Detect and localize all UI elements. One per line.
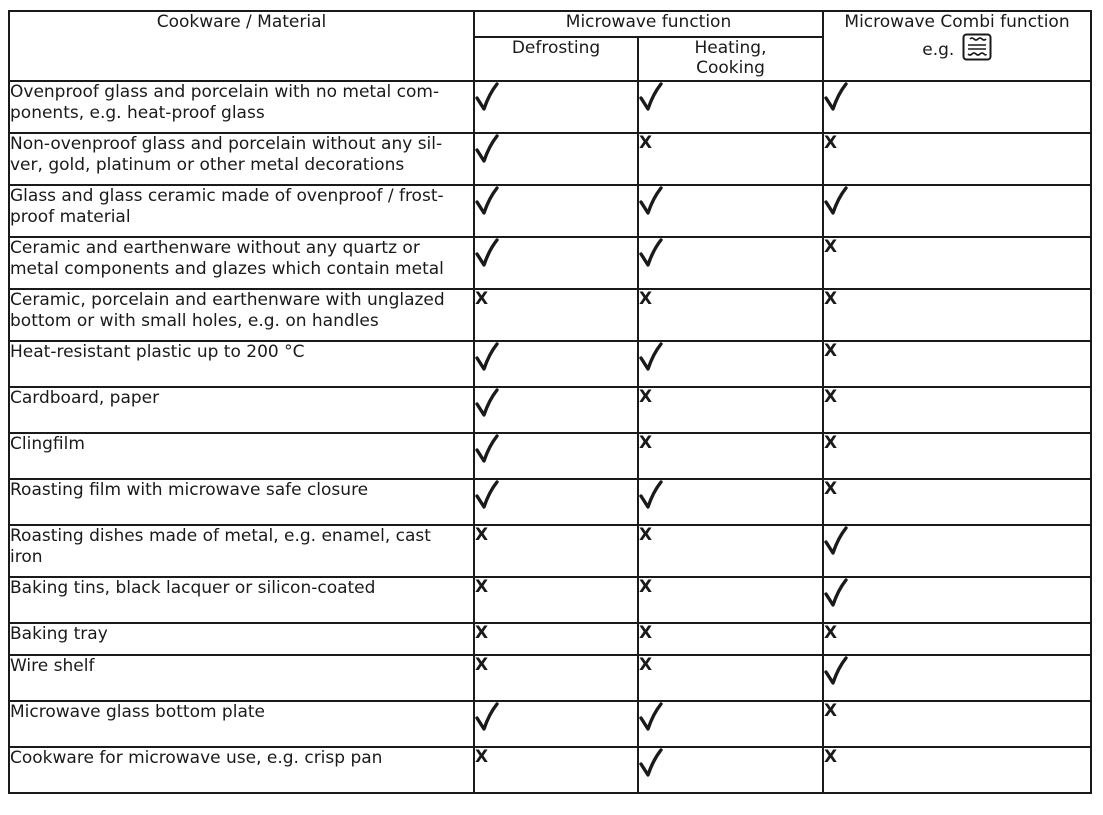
table-row xyxy=(9,623,1091,655)
material-cell xyxy=(9,289,474,341)
heat-cell xyxy=(638,747,823,793)
checkmark-icon xyxy=(824,186,1090,216)
material-text: Glass and glass ceramic made of ovenproof / frost- xyxy=(10,186,444,206)
cross-mark: X xyxy=(824,623,838,643)
material-cell xyxy=(9,133,474,185)
checkmark-icon xyxy=(475,134,637,164)
table-row xyxy=(9,701,1091,747)
material-text: metal components and glazes which contain metal xyxy=(10,259,444,279)
combi-cell xyxy=(823,655,1091,701)
material-text: Baking tins, black lacquer or silicon-coated xyxy=(10,578,376,598)
table-row xyxy=(9,525,1091,577)
material-cell xyxy=(9,387,474,433)
material-text: Roasting dishes made of metal, e.g. enamel, cast xyxy=(10,526,431,546)
checkmark-icon xyxy=(639,748,822,778)
checkmark-icon xyxy=(475,702,637,732)
defrost-cell xyxy=(474,289,638,341)
material-text: Heat-resistant plastic up to 200 °C xyxy=(10,342,305,362)
material-text: ponents, e.g. heat-proof glass xyxy=(10,103,265,123)
cross-mark: X xyxy=(639,433,653,453)
material-text: Microwave glass bottom plate xyxy=(10,702,265,722)
combi-cell xyxy=(823,387,1091,433)
checkmark-icon xyxy=(824,578,1090,608)
combi-cell xyxy=(823,289,1091,341)
combi-cell xyxy=(823,133,1091,185)
heat-cell xyxy=(638,237,823,289)
cross-mark: X xyxy=(475,289,489,309)
table-row xyxy=(9,387,1091,433)
heat-cell xyxy=(638,623,823,655)
checkmark-icon xyxy=(824,82,1090,112)
table-row xyxy=(9,341,1091,387)
cross-mark: X xyxy=(824,747,838,767)
checkmark-icon xyxy=(475,186,637,216)
cross-mark: X xyxy=(639,289,653,309)
combi-cell xyxy=(823,81,1091,133)
combi-cell xyxy=(823,237,1091,289)
cross-mark: X xyxy=(475,525,489,545)
material-cell xyxy=(9,81,474,133)
material-text: Clingfilm xyxy=(10,434,85,454)
heat-cell xyxy=(638,387,823,433)
heat-cell xyxy=(638,577,823,623)
material-text: proof material xyxy=(10,207,131,227)
table-row xyxy=(9,479,1091,525)
defrost-cell xyxy=(474,623,638,655)
heat-cell xyxy=(638,289,823,341)
defrost-cell xyxy=(474,237,638,289)
defrost-cell xyxy=(474,433,638,479)
defrost-cell xyxy=(474,525,638,577)
cross-mark: X xyxy=(475,747,489,767)
microwave-grill-icon xyxy=(962,33,992,66)
table-row xyxy=(9,133,1091,185)
table-row xyxy=(9,81,1091,133)
material-text: Non-ovenproof glass and porcelain without any sil- xyxy=(10,134,443,154)
header-heating-cooking xyxy=(638,37,823,81)
defrost-cell xyxy=(474,133,638,185)
material-cell xyxy=(9,747,474,793)
heat-cell xyxy=(638,341,823,387)
material-text: Cardboard, paper xyxy=(10,388,160,408)
material-cell xyxy=(9,433,474,479)
checkmark-icon xyxy=(824,656,1090,686)
combi-cell xyxy=(823,747,1091,793)
heat-cell xyxy=(638,433,823,479)
header-heating-line2: Cooking xyxy=(696,58,765,78)
header-heating-line1: Heating, xyxy=(694,38,767,58)
cross-mark: X xyxy=(475,655,489,675)
table-row xyxy=(9,289,1091,341)
checkmark-icon xyxy=(475,342,637,372)
defrost-cell xyxy=(474,479,638,525)
combi-cell xyxy=(823,341,1091,387)
cross-mark: X xyxy=(639,655,653,675)
cross-mark: X xyxy=(475,623,489,643)
checkmark-icon xyxy=(639,702,822,732)
material-text: Ovenproof glass and porcelain with no metal com- xyxy=(10,82,440,102)
material-text: iron xyxy=(10,547,43,567)
cross-mark: X xyxy=(824,289,838,309)
combi-cell xyxy=(823,479,1091,525)
defrost-cell xyxy=(474,747,638,793)
header-combi-label: Microwave Combi function xyxy=(844,12,1070,32)
combi-cell xyxy=(823,525,1091,577)
defrost-cell xyxy=(474,81,638,133)
cross-mark: X xyxy=(639,387,653,407)
table-row xyxy=(9,577,1091,623)
checkmark-icon xyxy=(475,388,637,418)
cross-mark: X xyxy=(824,701,838,721)
cross-mark: X xyxy=(824,237,838,257)
combi-cell xyxy=(823,623,1091,655)
material-text: Ceramic, porcelain and earthenware with unglazed xyxy=(10,290,445,310)
combi-cell xyxy=(823,701,1091,747)
heat-cell xyxy=(638,655,823,701)
heat-cell xyxy=(638,81,823,133)
defrost-cell xyxy=(474,701,638,747)
cross-mark: X xyxy=(639,577,653,597)
material-cell xyxy=(9,185,474,237)
table-row xyxy=(9,433,1091,479)
cross-mark: X xyxy=(824,433,838,453)
header-defrosting: Defrosting xyxy=(474,37,638,81)
checkmark-icon xyxy=(475,82,637,112)
material-cell xyxy=(9,577,474,623)
header-microwave-function: Microwave function xyxy=(474,11,823,37)
defrost-cell xyxy=(474,387,638,433)
checkmark-icon xyxy=(475,238,637,268)
material-cell xyxy=(9,623,474,655)
table-row xyxy=(9,185,1091,237)
material-text: Roasting film with microwave safe closure xyxy=(10,480,369,500)
material-text: Ceramic and earthenware without any quartz or xyxy=(10,238,420,258)
material-cell xyxy=(9,525,474,577)
cookware-table xyxy=(8,10,1092,794)
table-row xyxy=(9,655,1091,701)
checkmark-icon xyxy=(639,342,822,372)
heat-cell xyxy=(638,479,823,525)
header-combi-function xyxy=(823,11,1091,81)
combi-cell xyxy=(823,433,1091,479)
heat-cell xyxy=(638,701,823,747)
checkmark-icon xyxy=(639,186,822,216)
cross-mark: X xyxy=(824,341,838,361)
defrost-cell xyxy=(474,655,638,701)
heat-cell xyxy=(638,525,823,577)
cross-mark: X xyxy=(824,387,838,407)
cross-mark: X xyxy=(639,133,653,153)
checkmark-icon xyxy=(639,480,822,510)
checkmark-icon xyxy=(824,526,1090,556)
material-cell xyxy=(9,341,474,387)
checkmark-icon xyxy=(639,238,822,268)
material-cell xyxy=(9,479,474,525)
checkmark-icon xyxy=(475,434,637,464)
table-row xyxy=(9,237,1091,289)
material-text: Wire shelf xyxy=(10,656,95,676)
combi-cell xyxy=(823,577,1091,623)
header-combi-eg: e.g. xyxy=(922,39,955,60)
checkmark-icon xyxy=(475,480,637,510)
defrost-cell xyxy=(474,185,638,237)
cross-mark: X xyxy=(824,479,838,499)
header-material: Cookware / Material xyxy=(9,11,474,81)
cross-mark: X xyxy=(639,525,653,545)
material-cell xyxy=(9,655,474,701)
material-text: Cookware for microwave use, e.g. crisp pan xyxy=(10,748,383,768)
material-text: Baking tray xyxy=(10,624,108,644)
heat-cell xyxy=(638,185,823,237)
checkmark-icon xyxy=(639,82,822,112)
heat-cell xyxy=(638,133,823,185)
material-text: bottom or with small holes, e.g. on handles xyxy=(10,311,379,331)
table-row xyxy=(9,747,1091,793)
cross-mark: X xyxy=(824,133,838,153)
cross-mark: X xyxy=(475,577,489,597)
defrost-cell xyxy=(474,341,638,387)
cross-mark: X xyxy=(639,623,653,643)
material-text: ver, gold, platinum or other metal decorations xyxy=(10,155,405,175)
material-cell xyxy=(9,701,474,747)
defrost-cell xyxy=(474,577,638,623)
material-cell xyxy=(9,237,474,289)
combi-cell xyxy=(823,185,1091,237)
